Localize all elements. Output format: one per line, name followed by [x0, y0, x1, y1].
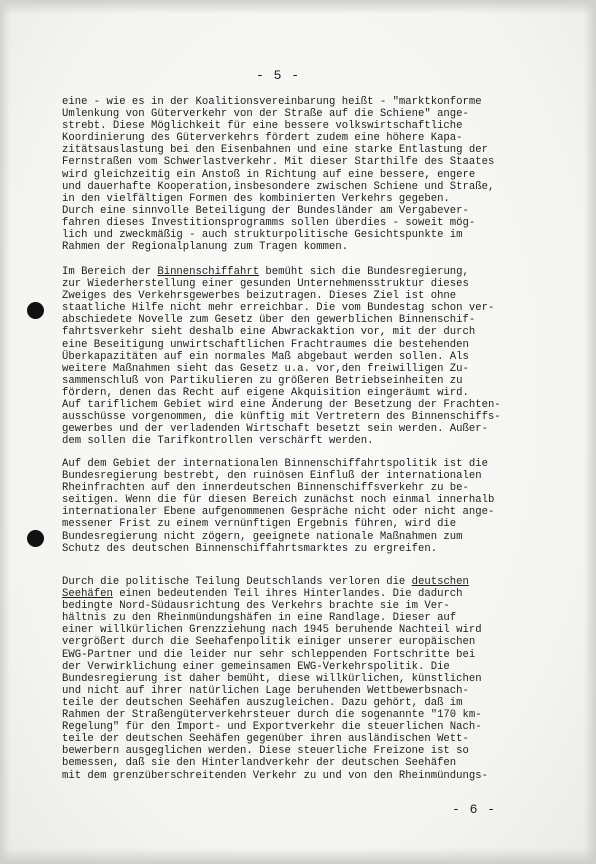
text-segment: einen bedeutenden Teil ihres Hinterlandes. Die dadurch [112, 588, 463, 601]
text-segment: fahren dieses Investitionsprogramms sollen überdies - soweit mög- [62, 216, 476, 229]
text-segment: deutschen [411, 576, 469, 588]
text-line [62, 543, 494, 555]
text-line [62, 531, 494, 543]
text-line [62, 745, 488, 757]
page-number-top: - 5 - [256, 68, 301, 83]
punch-hole [27, 302, 44, 319]
text-segment: bemüht sich die Bundesregierung, [259, 266, 469, 278]
text-segment: dem sollen die Tarifkontrollen verschärft werden. [62, 435, 374, 448]
text-line [62, 435, 501, 447]
text-line [62, 241, 494, 253]
text-line [62, 375, 501, 387]
text-segment: Schutz des deutschen Binnenschiffahrtsmarktes zu ergreifen. [62, 542, 438, 555]
text-line [62, 339, 501, 351]
text-line [62, 193, 494, 205]
text-line [62, 156, 494, 168]
text-segment: Bundesregierung bestrebt, den ruinösen Einfluß der internationalen [62, 470, 482, 483]
text-segment: Regelung" für den Import- und Exportverkehr die steuerlichen Nach- [62, 721, 482, 734]
text-line [62, 266, 501, 278]
text-line [62, 205, 494, 217]
text-segment: ausschüsse vorgenommen, die künftig mit Vertretern des Binnenschiffs- [62, 411, 501, 424]
text-line [62, 757, 488, 769]
text-line [62, 314, 501, 326]
text-line [62, 458, 494, 470]
text-segment: Auf dem Gebiet der internationalen Binnenschiffahrtspolitik ist die [62, 458, 488, 470]
text-segment: fahrtsverkehr sieht deshalb eine Abwrackaktion vor, mit der durch [62, 326, 476, 339]
text-segment: Auf tariflichem Gebiet wird eine Änderung der Besetzung der Frachten- [62, 399, 501, 412]
text-segment: abschiedete Novelle zum Gesetz über den gewerblichen Binnenschif- [62, 314, 476, 327]
text-segment: der Verwirklichung einer gemeinsamen EWG-Verkehrspolitik. Die [62, 660, 450, 673]
text-segment: und nicht auf ihrer natürlichen Lage beruhenden Wettbewerbsnach- [62, 684, 469, 697]
text-line [62, 636, 488, 648]
text-segment: und dauerhafte Kooperation,insbesondere zwischen Schiene und Straße, [62, 180, 495, 193]
text-segment: hältnis zu den Rheinmündungshäfen in eine Randlage. Dieser auf [62, 612, 457, 625]
text-segment: Bundesregierung ist daher bemüht, diese willkürlichen, künstlichen [62, 672, 482, 685]
text-line [62, 733, 488, 745]
text-line [62, 326, 501, 338]
text-line [62, 770, 488, 782]
text-line [62, 588, 488, 600]
text-line [62, 96, 494, 108]
punch-hole [27, 530, 44, 547]
text-line [62, 709, 488, 721]
text-segment: seitigen. Wenn die für diesen Bereich zunächst noch einmal innerhalb [62, 494, 495, 507]
text-segment: Fernstraßen vom Schwerlastverkehr. Mit dieser Starthilfe des Staates [62, 156, 495, 169]
text-segment: Zweiges des Verkehrsgewerbes beizutragen. Dieses Ziel ist ohne [62, 290, 457, 303]
text-segment: eine - wie es in der Koalitionsvereinbarung heißt - "marktkonforme [62, 96, 482, 108]
text-segment: Umlenkung von Güterverkehr von der Straße auf die Schiene" ange- [62, 108, 469, 121]
text-segment: Durch eine sinnvolle Beteiligung der Bundesländer am Vergabever- [62, 204, 469, 217]
text-line [62, 399, 501, 411]
text-segment: EWG-Partner und die leider nur sehr schleppenden Fortschritte bei [62, 648, 476, 661]
text-segment: in den vielfältigen Formen des kombinierten Verkehrs gegeben. [62, 192, 450, 205]
text-segment: internationaler Ebene aufgenommenen Gespräche nicht oder nicht ange- [62, 506, 495, 519]
text-line [62, 721, 488, 733]
text-line [62, 576, 488, 588]
text-segment: Koordinierung des Güterverkehrs fördert zudem eine höhere Kapa- [62, 132, 463, 145]
text-line [62, 132, 494, 144]
paragraph [62, 576, 488, 782]
text-line [62, 363, 501, 375]
text-segment: eine Beseitigung unwirtschaftlichen Frachtraumes die bestehenden [62, 338, 469, 351]
text-segment: Rheinfrachten auf den innerdeutschen Binnenschiffsverkehr zu be- [62, 482, 469, 495]
text-segment: Binnenschiffahrt [157, 266, 260, 278]
text-line [62, 217, 494, 229]
text-segment: Rahmen der Straßengüterverkehrsteuer durch die sogenannte "170 km- [62, 709, 482, 722]
text-segment: zitätsauslastung bei den Eisenbahnen und eine starke Entlastung der [62, 144, 488, 157]
text-segment: messener Frist zu einem vernünftigen Ergebnis führen, wird die [62, 518, 457, 531]
text-segment: einer willkürlichen Grenzziehung nach 1945 beruhende Nachteil wird [62, 624, 482, 637]
text-segment: Überkapazitäten auf ein normales Maß abgebaut werden sollen. Als [62, 350, 469, 363]
text-line [62, 518, 494, 530]
text-line [62, 108, 494, 120]
text-line [62, 470, 494, 482]
text-segment: teile der deutschen Seehäfen gegenüber ihren ausländischen Wett- [62, 733, 469, 746]
text-segment: zur Wiederherstellung einer gesunden Unternehmensstruktur dieses [62, 278, 469, 291]
text-line [62, 120, 494, 132]
text-line [62, 661, 488, 673]
text-segment: Seehäfen [62, 588, 113, 601]
paragraph [62, 266, 501, 447]
text-line [62, 624, 488, 636]
text-segment: staatliche Hilfe nicht mehr erreichbar. Die vom Bundestag schon ver- [62, 302, 495, 315]
text-line [62, 600, 488, 612]
text-line [62, 290, 501, 302]
text-segment: Rahmen der Regionalplanung zum Tragen kommen. [62, 241, 349, 254]
text-line [62, 169, 494, 181]
scan-edge-right [584, 0, 596, 864]
text-segment: weitere Maßnahmen sieht das Gesetz u.a. vor,den freiwilligen Zu- [62, 362, 469, 375]
text-line [62, 697, 488, 709]
text-line [62, 649, 488, 661]
text-segment: bedingte Nord-Südausrichtung des Verkehrs brachte sie im Ver- [62, 600, 450, 613]
paragraph [62, 458, 494, 555]
text-line [62, 278, 501, 290]
text-line [62, 411, 501, 423]
text-line [62, 387, 501, 399]
text-segment: Bundesregierung nicht zögern, geeignete nationale Maßnahmen zum [62, 530, 463, 543]
text-segment: bemessen, daß sie den Hinterlandverkehr der deutschen Seehäfen [62, 757, 457, 770]
text-line [62, 229, 494, 241]
text-segment: teile der deutschen Seehäfen auszugleichen. Dazu gehört, daß im [62, 696, 463, 709]
text-segment: mit dem grenzüberschreitenden Verkehr zu und von den Rheinmündungs- [62, 769, 488, 782]
text-segment: wird gleichzeitig ein Anstoß in Richtung auf eine bessere, engere [62, 168, 476, 181]
scan-edge-top [0, 0, 596, 14]
text-segment: bewerbern ausgeglichen werden. Diese steuerliche Freizone ist so [62, 745, 469, 758]
text-segment: vergrößert durch die Seehafenpolitik einiger unserer europäischen [62, 636, 476, 649]
text-segment: strebt. Diese Möglichkeit für eine bessere volkswirtschaftliche [62, 120, 463, 133]
text-segment: Im Bereich der [62, 266, 158, 278]
text-line [62, 423, 501, 435]
text-segment: gewerbes und der verladenden Wirtschaft besetzt sein werden. Außer- [62, 423, 488, 436]
text-line [62, 685, 488, 697]
text-segment: sammenschluß von Partikulieren zu größeren Betriebseinheiten zu [62, 374, 463, 387]
text-line [62, 482, 494, 494]
text-line [62, 181, 494, 193]
paragraph [62, 96, 494, 253]
text-line [62, 673, 488, 685]
text-segment: fördern, denen das Recht auf eigene Akquisition eingeräumt wird. [62, 386, 469, 399]
scan-edge-bottom [0, 848, 596, 864]
text-segment: Durch die politische Teilung Deutschlands verloren die [62, 576, 412, 588]
text-line [62, 302, 501, 314]
text-line [62, 612, 488, 624]
page-number-bottom: - 6 - [452, 802, 497, 817]
text-line [62, 494, 494, 506]
scan-edge-left [0, 0, 10, 864]
text-line [62, 351, 501, 363]
text-segment: lich und zweckmäßig - auch strukturpolitische Gesichtspunkte im [62, 229, 463, 242]
text-line [62, 506, 494, 518]
text-line [62, 144, 494, 156]
